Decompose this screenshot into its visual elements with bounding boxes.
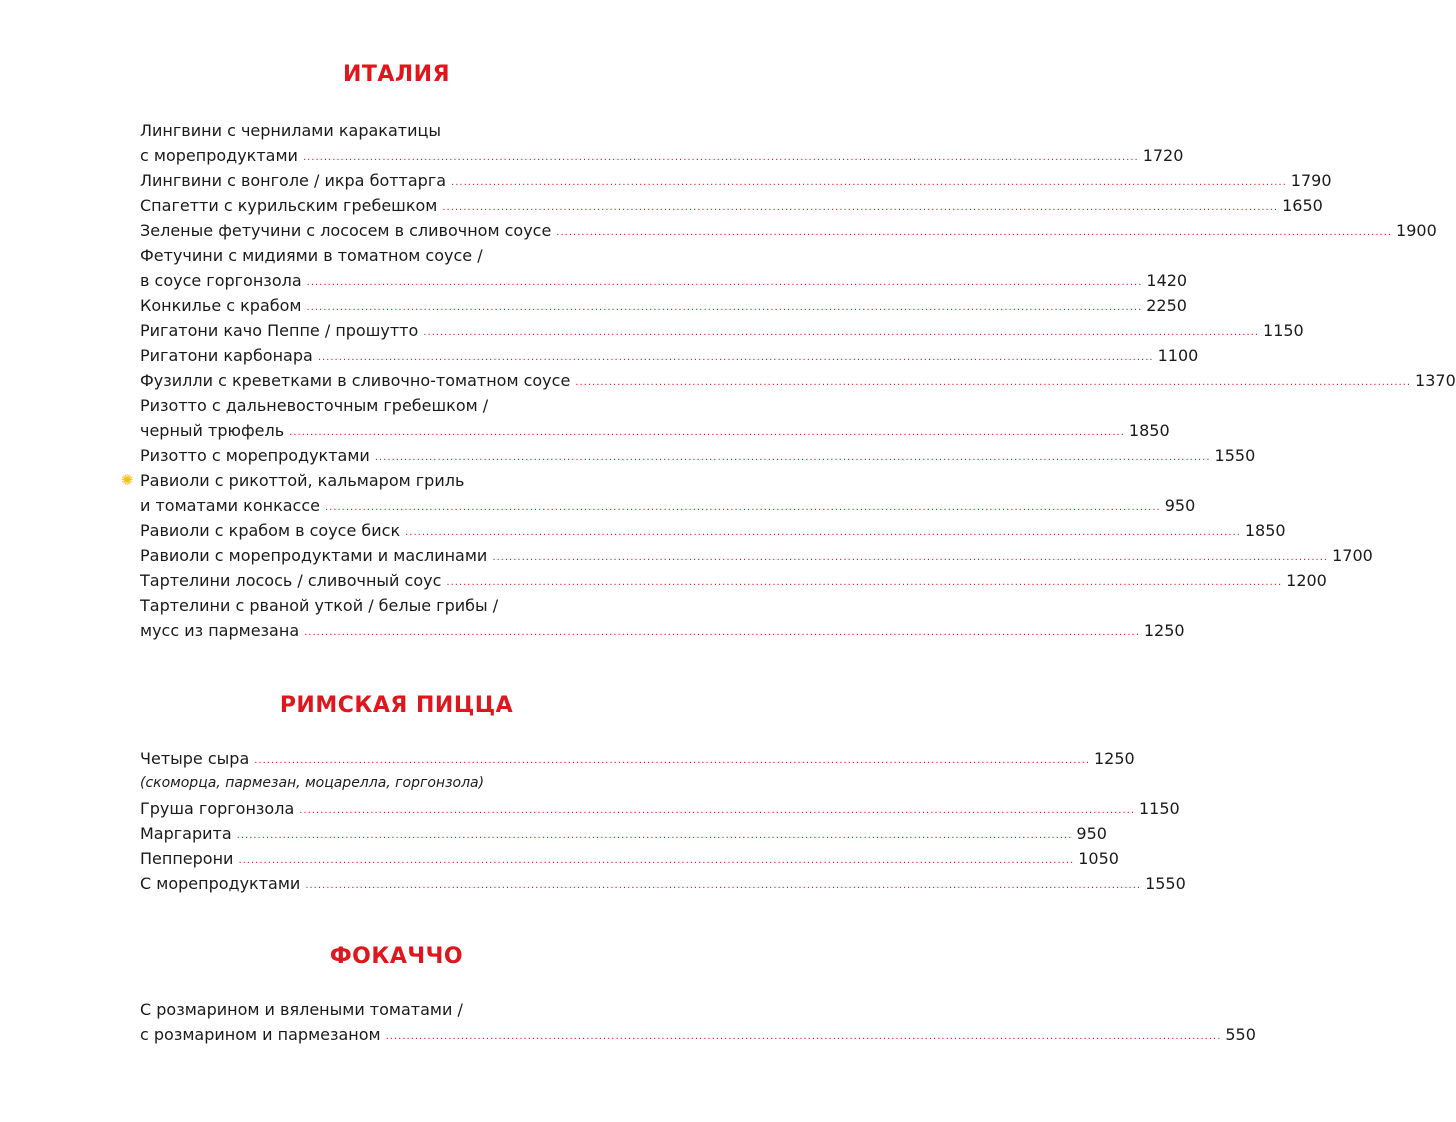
menu-item-name: в соусе горгонзола	[140, 271, 302, 290]
menu-item-name: Конкилье с крабом	[140, 296, 302, 315]
menu-item-name: Тартелини с рваной уткой / белые грибы /	[140, 596, 499, 615]
menu-item-name: Равиоли с рикоттой, кальмаром гриль	[140, 471, 465, 490]
menu-item-price: 1200	[1286, 571, 1327, 590]
menu-item	[140, 846, 1119, 871]
dot-leader: ........................................................................................................................................................................................................	[236, 830, 1073, 841]
menu-item	[140, 796, 1180, 821]
menu-item-name: Четыре сыра	[140, 749, 250, 768]
menu-item-name: Зеленые фетучини с лососем в сливочном соусе	[140, 221, 552, 240]
menu-item	[140, 518, 1286, 543]
menu-item-name-line	[140, 118, 654, 143]
menu-item-name: мусс из пармезана	[140, 621, 300, 640]
dot-leader: ........................................................................................................................................................................................................	[305, 880, 1142, 891]
dot-leader: ........................................................................................................................................................................................................	[556, 227, 1393, 238]
menu-item	[140, 871, 1186, 896]
menu-item	[140, 143, 1184, 168]
dot-leader: ........................................................................................................................................................................................................	[306, 302, 1143, 313]
menu-item-name: черный трюфель	[140, 421, 285, 440]
dot-leader: ........................................................................................................................................................................................................	[385, 1031, 1222, 1042]
menu-item-price: 1370	[1415, 371, 1456, 390]
menu-item-name: Фетучини с мидиями в томатном соусе /	[140, 246, 483, 265]
menu-item-name: Ригатони карбонара	[140, 346, 313, 365]
menu-item	[140, 368, 1456, 393]
menu-item	[140, 618, 1185, 643]
menu-item-name-line	[120, 468, 654, 493]
menu-item-name-line	[140, 593, 654, 618]
menu-item-price: 950	[1164, 496, 1196, 515]
menu-item-name: Равиоли с морепродуктами и маслинами	[140, 546, 488, 565]
menu-item-name: С морепродуктами	[140, 874, 301, 893]
dot-leader: ........................................................................................................................................................................................................	[306, 277, 1143, 288]
menu-item	[140, 168, 1332, 193]
dot-leader: ........................................................................................................................................................................................................	[374, 452, 1211, 463]
menu-item-name: Лингвини с чернилами каракатицы	[140, 121, 441, 140]
menu-item-price: 550	[1225, 1025, 1256, 1044]
menu-item-price: 1900	[1396, 221, 1437, 240]
menu-item-price: 1250	[1094, 749, 1135, 768]
menu-item-name: Ризотто с дальневосточным гребешком /	[140, 396, 489, 415]
menu-list-italy	[120, 118, 1456, 643]
dot-leader: ........................................................................................................................................................................................................	[317, 352, 1154, 363]
menu-item-price: 1050	[1078, 849, 1119, 868]
dot-leader: ........................................................................................................................................................................................................	[492, 552, 1329, 563]
menu-item	[140, 218, 1437, 243]
sun-icon: ✺	[120, 471, 134, 489]
menu-item-price: 1150	[1139, 799, 1180, 818]
menu-item-price: 1550	[1145, 874, 1186, 893]
menu-item-name: Ризотто с морепродуктами	[140, 446, 370, 465]
menu-item-name: Спагетти с курильским гребешком	[140, 196, 438, 215]
dot-leader: ........................................................................................................................................................................................................	[302, 152, 1139, 163]
menu-list-roman-pizza	[140, 746, 1186, 896]
menu-item-price: 1720	[1142, 146, 1184, 165]
menu-item-name: и томатами конкассе	[140, 496, 320, 515]
dot-leader: ........................................................................................................................................................................................................	[442, 202, 1279, 213]
menu-item	[140, 543, 1373, 568]
menu-item-name: Маргарита	[140, 824, 232, 843]
menu-item	[140, 343, 1199, 368]
dot-leader: ........................................................................................................................................................................................................	[423, 327, 1260, 338]
menu-item	[140, 1022, 1256, 1047]
dot-leader: ........................................................................................................................................................................................................	[304, 627, 1140, 638]
dot-leader: ........................................................................................................................................................................................................	[238, 855, 1075, 866]
dot-leader: ........................................................................................................................................................................................................	[575, 377, 1412, 388]
menu-item	[140, 821, 1107, 846]
menu-item-price: 1150	[1263, 321, 1304, 340]
dot-leader: ........................................................................................................................................................................................................	[299, 805, 1135, 816]
section-title-roman-pizza: РИМСКАЯ ПИЦЦА	[279, 693, 514, 718]
menu-item-price: 1700	[1332, 546, 1373, 565]
menu-item	[140, 443, 1256, 468]
menu-item	[140, 568, 1327, 593]
menu-item-name: Лингвини с вонголе / икра боттарга	[140, 171, 447, 190]
menu-item-name: Тартелини лосось / сливочный соус	[140, 571, 442, 590]
dot-leader: ........................................................................................................................................................................................................	[405, 527, 1241, 538]
menu-item-price: 950	[1076, 824, 1107, 843]
menu-item-name: Пепперони	[140, 849, 234, 868]
menu-item-name: Равиоли с крабом в соусе биск	[140, 521, 401, 540]
menu-item	[140, 193, 1323, 218]
dot-leader: ........................................................................................................................................................................................................	[451, 177, 1287, 188]
dot-leader: ........................................................................................................................................................................................................	[324, 502, 1161, 513]
section-title-italy: ИТАЛИЯ	[342, 62, 451, 87]
menu-item-name-line	[140, 997, 654, 1022]
menu-item-price: 1850	[1244, 521, 1286, 540]
menu-item	[140, 318, 1304, 343]
dot-leader: ........................................................................................................................................................................................................	[254, 755, 1090, 766]
menu-item	[140, 493, 1196, 518]
menu-item-name: с морепродуктами	[140, 146, 298, 165]
menu-list-focaccia	[140, 997, 1256, 1047]
menu-item-name-line	[140, 393, 654, 418]
menu-item-price: 2250	[1146, 296, 1187, 315]
menu-item-price: 1420	[1146, 271, 1188, 290]
menu-item-price: 1250	[1143, 621, 1185, 640]
dot-leader: ........................................................................................................................................................................................................	[446, 577, 1283, 588]
menu-item-name: с розмарином и пармезаном	[140, 1025, 381, 1044]
menu-item	[140, 268, 1188, 293]
dot-leader: ........................................................................................................................................................................................................	[289, 427, 1125, 438]
menu-item-price: 1100	[1157, 346, 1199, 365]
menu-item-note: (скоморца, пармезан, моцарелла, горгонзола)	[140, 775, 485, 791]
menu-item-name-line	[140, 243, 654, 268]
menu-item-name: Груша горгонзола	[140, 799, 295, 818]
menu-item	[140, 418, 1170, 443]
menu-item-price: 1790	[1290, 171, 1332, 190]
section-title-focaccia: ФОКАЧЧО	[329, 944, 464, 969]
menu-item	[140, 293, 1187, 318]
menu-item-price: 1650	[1282, 196, 1323, 215]
menu-item-price: 1550	[1214, 446, 1256, 465]
menu-item	[140, 746, 1135, 771]
menu-item-name: Ригатони качо Пеппе / прошутто	[140, 321, 419, 340]
menu-item-name: С розмарином и вялеными томатами /	[140, 1000, 463, 1019]
menu-item-name: Фузилли с креветками в сливочно-томатном соусе	[140, 371, 571, 390]
menu-item-price: 1850	[1128, 421, 1170, 440]
